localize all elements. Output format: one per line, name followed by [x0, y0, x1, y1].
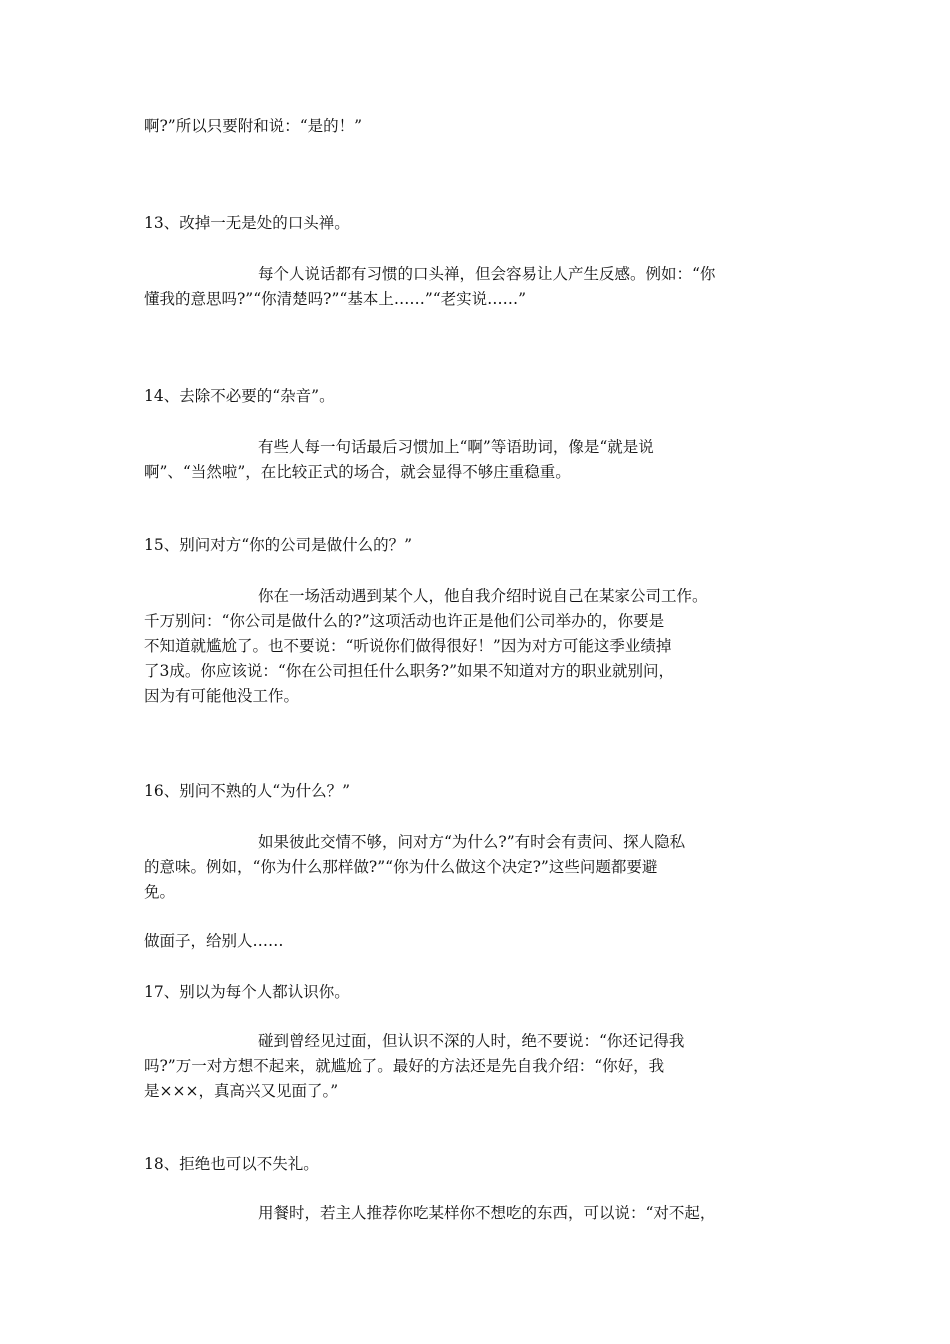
text-line: 做面子，给别人…… — [144, 932, 284, 950]
section-heading-15: 15、别问对方“你的公司是做什么的？” — [144, 536, 413, 554]
paragraph-line: 的意味。例如，“你为什么那样做?”“你为什么做这个决定?”这些问题都要避 — [144, 858, 658, 876]
paragraph-line: 千万别问：“你公司是做什么的?”这项活动也许正是他们公司举办的，你要是 — [144, 612, 665, 630]
paragraph-line: 有些人每一句话最后习惯加上“啊”等语助词，像是“就是说 — [258, 438, 654, 456]
text-line: 啊?”所以只要附和说：“是的！” — [144, 117, 363, 135]
paragraph-line: 因为有可能他没工作。 — [144, 687, 300, 705]
paragraph-line: 用餐时，若主人推荐你吃某样你不想吃的东西，可以说：“对不起， — [258, 1204, 716, 1222]
section-heading-17: 17、别以为每个人都认识你。 — [144, 983, 350, 1001]
paragraph-line: 碰到曾经见过面，但认识不深的人时，绝不要说：“你还记得我 — [258, 1032, 685, 1050]
paragraph-line: 你在一场活动遇到某个人，他自我介绍时说自己在某家公司工作。 — [258, 587, 708, 605]
paragraph-line: 懂我的意思吗?”“你清楚吗?”“基本上……”“老实说……” — [144, 290, 527, 308]
section-heading-18: 18、拒绝也可以不失礼。 — [144, 1155, 319, 1173]
section-heading-16: 16、别问不熟的人“为什么？” — [144, 782, 351, 800]
paragraph-line: 吗?”万一对方想不起来，就尴尬了。最好的方法还是先自我介绍：“你好，我 — [144, 1057, 665, 1075]
paragraph-line: 不知道就尴尬了。也不要说：“听说你们做得很好！”因为对方可能这季业绩掉 — [144, 637, 672, 655]
paragraph-line: 啊”、“当然啦”，在比较正式的场合，就会显得不够庄重稳重。 — [144, 463, 571, 481]
paragraph-line: 是×××，真高兴又见面了。” — [144, 1082, 339, 1100]
paragraph-line: 免。 — [144, 883, 176, 901]
paragraph-line: 了3成。你应该说：“你在公司担任什么职务?”如果不知道对方的职业就别问， — [144, 662, 675, 680]
section-heading-14: 14、去除不必要的“杂音”。 — [144, 387, 335, 405]
paragraph-line: 每个人说话都有习惯的口头禅，但会容易让人产生反感。例如：“你 — [258, 265, 716, 283]
section-heading-13: 13、改掉一无是处的口头禅。 — [144, 214, 350, 232]
paragraph-line: 如果彼此交情不够，问对方“为什么?”有时会有责问、探人隐私 — [258, 833, 686, 851]
